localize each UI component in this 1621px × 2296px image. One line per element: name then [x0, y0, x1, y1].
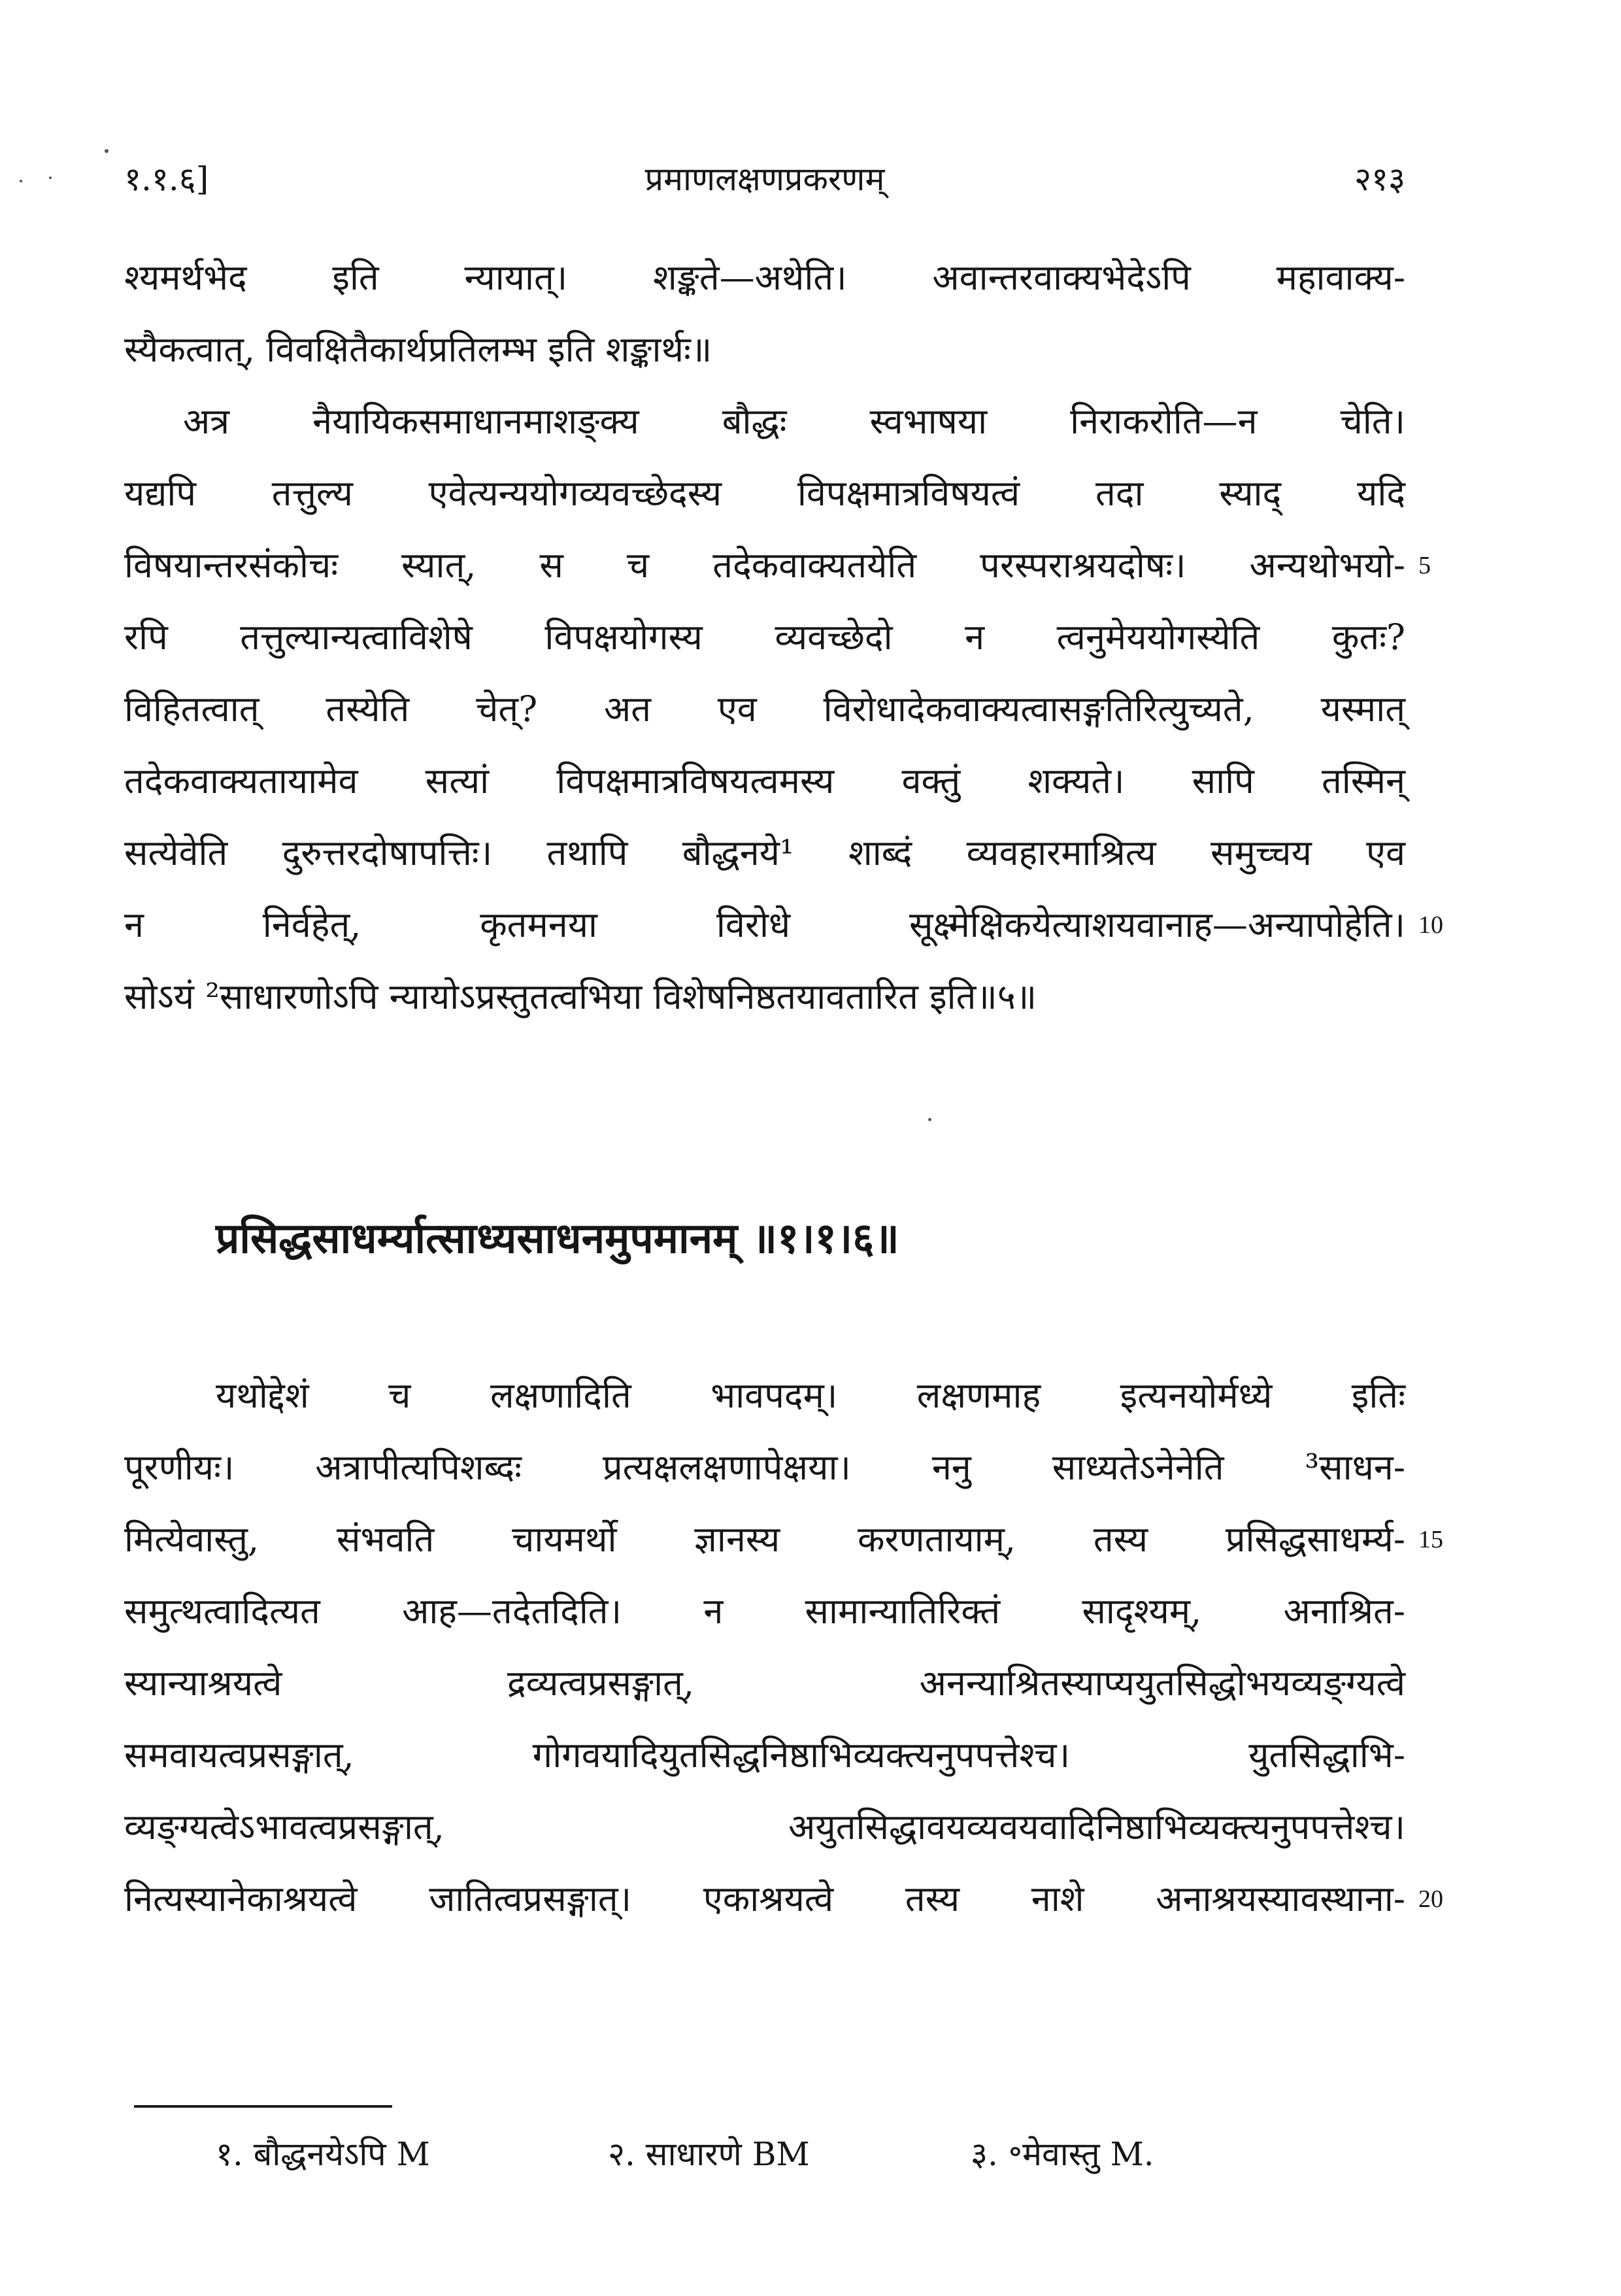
- running-head: [124, 156, 1405, 201]
- text-line: रपि तत्तुल्यान्यत्वाविशेषे विपक्षयोगस्य व्यवच्छेदो न त्वनुमेययोगस्येति कुतः?: [124, 616, 1405, 658]
- section-reference: १.१.६]: [124, 160, 209, 198]
- scan-speck: [105, 149, 109, 153]
- page-number: २१३: [1354, 160, 1405, 198]
- footnote-rule: [134, 2105, 392, 2108]
- text-line: श्यमर्थभेद इति न्यायात्। शङ्कते—अथेति। अवान्तरवाक्यभेदेऽपि महावाक्य-: [124, 257, 1405, 298]
- text-line: तदेकवाक्यतायामेव सत्यां विपक्षमात्रविषयत्वमस्य वक्तुं शक्यते। सापि तस्मिन्: [124, 760, 1405, 802]
- text-line: सत्येवेति दुरुत्तरदोषापत्तिः। तथापि बौद्धनये¹ शाब्दं व्यवहारमाश्रित्य समुच्चय एव: [124, 832, 1405, 873]
- text-line: मित्येवास्तु, संभवति चायमर्थो ज्ञानस्य करणतायाम्, तस्य प्रसिद्धसाधर्म्य-: [124, 1519, 1405, 1560]
- text-line: अत्र नैयायिकसमाधानमाशङ्क्य बौद्धः स्वभाषया निराकरोति—न चेति।: [183, 401, 1405, 442]
- text-line: समुत्थत्वादित्यत आह—तदेतदिति। न सामान्यातिरिक्तं सादृश्यम्, अनाश्रित-: [124, 1591, 1405, 1632]
- line-number: 15: [1418, 1526, 1443, 1553]
- text-line: सोऽयं ²साधारणोऽपि न्यायोऽप्रस्तुतत्वभिया विशेषनिष्ठतयावतारित इति॥५॥: [124, 976, 1037, 1017]
- line-number: 20: [1418, 1885, 1443, 1913]
- sutra-heading: प्रसिद्धसाधर्म्यात्साध्यसाधनमुपमानम् ॥१।१।६॥: [216, 1214, 899, 1263]
- text-line: यथोद्देशं च लक्षणादिति भावपदम्। लक्षणमाह इत्यनयोर्मध्ये इतिः: [216, 1375, 1405, 1416]
- scan-speck: [928, 1118, 931, 1121]
- chapter-title: प्रमाणलक्षणप्रकरणम्: [644, 160, 885, 198]
- scan-speck: [49, 177, 52, 179]
- text-line: विषयान्तरसंकोचः स्यात्, स च तदेकवाक्यतयेति परस्पराश्रयदोषः। अन्यथोभयो-: [124, 545, 1405, 586]
- line-number: 5: [1418, 552, 1431, 579]
- text-line: पूरणीयः। अत्रापीत्यपिशब्दः प्रत्यक्षलक्षणापेक्षया। ननु साध्यतेऽनेनेति ³साधन-: [124, 1447, 1405, 1488]
- footnote: २. साधारणे BM: [608, 2135, 810, 2173]
- footnote: ३. ॰मेवास्तु M.: [971, 2135, 1154, 2173]
- text-line: स्यैकत्वात्, विवक्षितैकार्थप्रतिलम्भ इति शङ्कार्थः॥: [124, 329, 712, 370]
- text-line: न निर्वहेत्, कृतमनया विरोधे सूक्ष्मेक्षिकयेत्याशयवानाह—अन्यापोहेति।: [124, 904, 1405, 945]
- text-line: यद्यपि तत्तुल्य एवेत्यन्ययोगव्यवच्छेदस्य विपक्षमात्रविषयत्वं तदा स्याद् यदि: [124, 473, 1405, 514]
- line-number: 10: [1418, 911, 1443, 939]
- text-line: स्यान्याश्रयत्वे द्रव्यत्वप्रसङ्गात्, अनन्याश्रितस्याप्ययुतसिद्धोभयव्यङ्ग्यत्वे: [124, 1663, 1405, 1704]
- text-line: विहितत्वात् तस्येति चेत्? अत एव विरोधादेकवाक्यत्वासङ्गतिरित्युच्यते, यस्मात्: [124, 688, 1405, 730]
- text-line: व्यङ्ग्यत्वेऽभावत्वप्रसङ्गात्, अयुतसिद्धावयव्यवयवादिनिष्ठाभिव्यक्त्यनुपपत्तेश्च।: [124, 1806, 1405, 1848]
- footnote: १. बौद्धनयेऽपि M: [216, 2135, 430, 2173]
- text-line: समवायत्वप्रसङ्गात्, गोगवयादियुतसिद्धनिष्ठाभिव्यक्त्यनुपपत्तेश्च। युतसिद्धाभि-: [124, 1734, 1405, 1776]
- text-line: नित्यस्यानेकाश्रयत्वे जातित्वप्रसङ्गात्। एकाश्रयत्वे तस्य नाशे अनाश्रयस्यावस्थाना-: [124, 1878, 1405, 1919]
- scan-speck: [20, 180, 22, 182]
